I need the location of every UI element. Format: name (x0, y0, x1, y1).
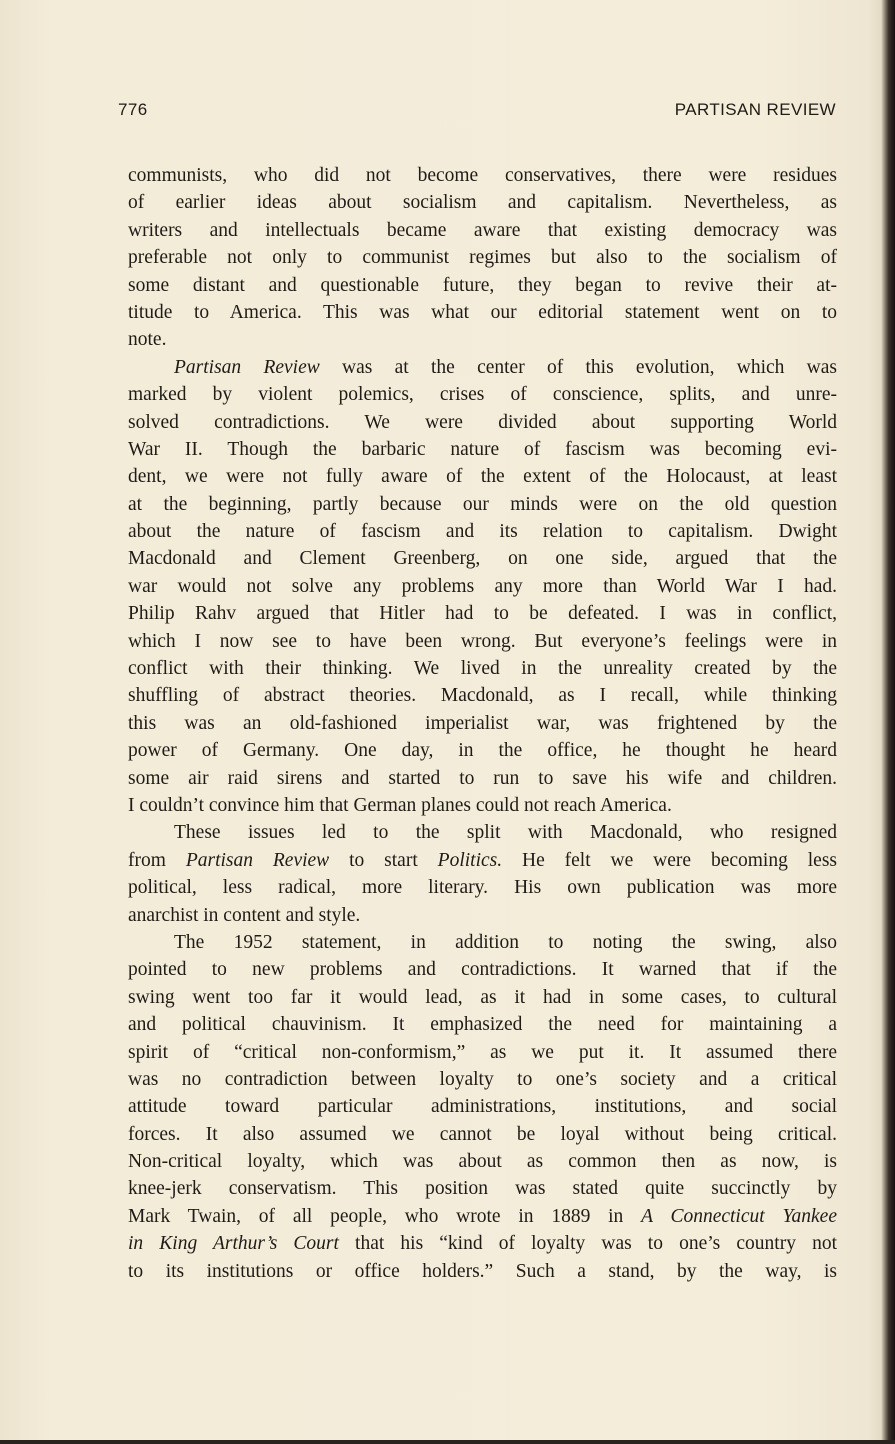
text-line: communists, who did not become conservatives, there were residues (128, 165, 837, 186)
text-line: some distant and questionable future, they began to revive their at- (128, 274, 837, 296)
text-line: conflict with their thinking. We lived in the unreality created by the (128, 658, 837, 680)
paragraph (128, 929, 837, 1285)
text-line: These issues led to the split with Macdonald, who resigned (174, 822, 837, 844)
text-line: political, less radical, more literary. His own publication was more (128, 877, 837, 899)
text-line: power of Germany. One day, in the office, he thought he heard (128, 740, 837, 762)
text-line: this was an old-fashioned imperialist war, was frightened by the (128, 712, 837, 734)
body-text (128, 162, 837, 1285)
text-line: attitude toward particular administrations, institutions, and social (128, 1096, 837, 1118)
text-line: was no contradiction between loyalty to one’s society and a critical (128, 1068, 837, 1090)
text-line: War II. Though the barbaric nature of fascism was becoming evi- (128, 438, 837, 460)
text-line: war would not solve any problems any more than World War I had. (128, 575, 837, 597)
text-line: in King Arthur’s Court that his “kind of loyalty was to one’s country not (128, 1233, 837, 1255)
page-edge-shadow (881, 0, 895, 1444)
running-head: PARTISAN REVIEW (674, 100, 836, 119)
page-bottom-edge (0, 1440, 895, 1444)
text-line: The 1952 statement, in addition to noting the swing, also (174, 931, 837, 953)
text-line: which I now see to have been wrong. But everyone’s feelings were in (128, 630, 837, 652)
text-line: Partisan Review was at the center of this evolution, which was (174, 356, 837, 378)
text-line: Macdonald and Clement Greenberg, on one side, argued that the (128, 548, 837, 570)
text-line: from Partisan Review to start Politics. He felt we were becoming less (128, 849, 837, 871)
text-line: writers and intellectuals became aware that existing democracy was (128, 219, 837, 241)
paragraph (128, 819, 837, 929)
text-line: titude to America. This was what our editorial statement went on to (128, 301, 837, 323)
text-line: and political chauvinism. It emphasized the need for maintaining a (128, 1014, 837, 1036)
text-line: of earlier ideas about socialism and capitalism. Nevertheless, as (128, 192, 837, 214)
text-line: some air raid sirens and started to run to save his wife and children. (128, 767, 837, 789)
paragraph (128, 162, 837, 354)
text-line: Non-critical loyalty, which was about as common then as now, is (128, 1151, 837, 1173)
text-line: Philip Rahv argued that Hitler had to be defeated. I was in conflict, (128, 603, 837, 625)
text-line: at the beginning, partly because our minds were on the old question (128, 493, 837, 515)
text-line: knee-jerk conservatism. This position was stated quite succinctly by (128, 1178, 837, 1200)
text-line: about the nature of fascism and its relation to capitalism. Dwight (128, 521, 837, 543)
page-header (118, 100, 836, 124)
text-line: dent, we were not fully aware of the extent of the Holocaust, at least (128, 466, 837, 488)
text-line: anarchist in content and style. (128, 904, 361, 926)
text-line: marked by violent polemics, crises of conscience, splits, and unre- (128, 384, 837, 406)
text-line: pointed to new problems and contradictions. It warned that if the (128, 959, 837, 981)
text-line: note. (128, 329, 167, 351)
text-line: I couldn’t convince him that German planes could not reach America. (128, 794, 672, 816)
paragraph (128, 354, 837, 820)
text-line: solved contradictions. We were divided about supporting World (128, 411, 837, 433)
text-line: preferable not only to communist regimes but also to the socialism of (128, 247, 837, 269)
text-line: forces. It also assumed we cannot be loyal without being critical. (128, 1123, 837, 1145)
text-line: spirit of “critical non-conformism,” as we put it. It assumed there (128, 1041, 837, 1063)
text-line: to its institutions or office holders.” Such a stand, by the way, is (128, 1260, 837, 1282)
text-line: Mark Twain, of all people, who wrote in 1889 in A Connecticut Yankee (128, 1205, 837, 1227)
text-line: shuffling of abstract theories. Macdonald, as I recall, while thinking (128, 685, 837, 707)
page-number: 776 (118, 100, 148, 119)
text-line: swing went too far it would lead, as it had in some cases, to cultural (128, 986, 837, 1008)
